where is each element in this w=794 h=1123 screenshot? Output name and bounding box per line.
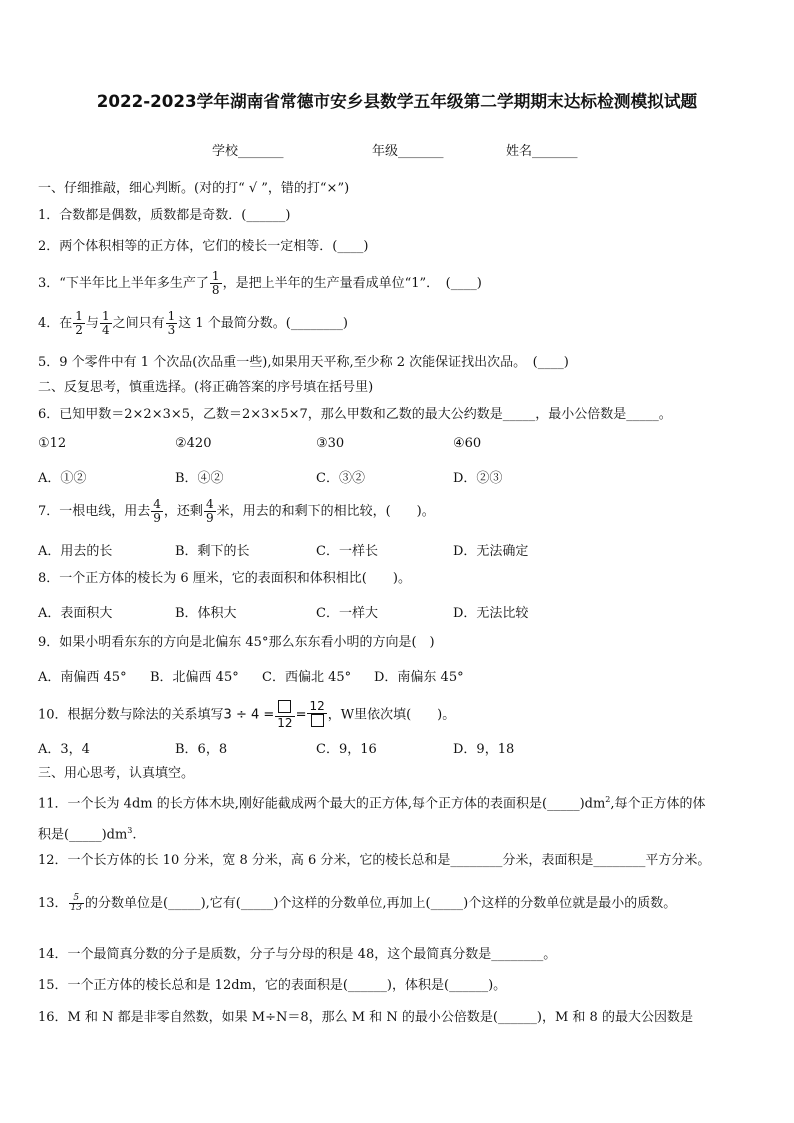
question-1: 1．合数都是偶数，质数都是奇数．(______) — [38, 208, 291, 223]
q11-text-2b: . — [132, 827, 137, 843]
q4-f1-numerator: 1 — [75, 309, 83, 323]
name-blank: _______ — [532, 144, 578, 159]
question-12: 12．一个长方体的长 10 分米，宽 8 分米，高 6 分米，它的棱长总和是________分米，表面积是________平方分米。 — [38, 853, 711, 868]
q6-item-3: ③30 — [316, 436, 345, 451]
q9-option-a: A．南偏西 45° — [38, 670, 127, 685]
q6-option-c: C．③② — [316, 471, 365, 486]
q13-pre: 13． — [38, 896, 68, 911]
q8-option-b: B．体积大 — [175, 606, 237, 621]
q11-text-1b: ,每个正方体的体 — [610, 796, 706, 812]
q9-option-b: B．北偏西 45° — [150, 670, 239, 685]
q4-f2-denominator: 4 — [101, 323, 110, 337]
question-7 — [38, 498, 435, 525]
school-blank: _______ — [238, 144, 284, 159]
q4-post: 这 1 个最简分数。(________) — [178, 316, 348, 331]
q7-f1-denominator: 9 — [153, 511, 161, 525]
question-16: 16．M 和 N 都是非零自然数，如果 M÷N＝8，那么 M 和 N 的最小公倍数是(______)，M 和 8 的最大公因数是 — [38, 1010, 693, 1025]
q7-option-a: A．用去的长 — [38, 544, 113, 559]
q3-pre: 3．“下半年比上半年多生产了 — [38, 276, 209, 291]
q10-option-a: A．3，4 — [38, 742, 90, 757]
q4-f2-numerator: 1 — [101, 309, 110, 323]
q6-option-a: A．①② — [38, 471, 87, 486]
q4-fraction-2 — [100, 310, 112, 337]
q13-fraction — [69, 894, 84, 913]
q7-option-d: D．无法确定 — [453, 544, 529, 559]
q4-f1-denominator: 2 — [75, 323, 83, 337]
q7-option-b: B．剩下的长 — [175, 544, 250, 559]
question-9: 9．如果小明看东东的方向是北偏东 45°那么东东看小明的方向是( ) — [38, 635, 435, 650]
school-label: 学校 — [212, 144, 239, 159]
q10-option-b: B．6，8 — [175, 742, 228, 757]
q7-fraction-1 — [151, 498, 163, 525]
q4-f3-numerator: 1 — [167, 309, 176, 323]
school-field — [212, 140, 284, 159]
q10-fraction-1 — [275, 700, 294, 730]
q6-option-b: B．④② — [175, 471, 224, 486]
question-11-line-1 — [38, 791, 706, 813]
question-11-line-2 — [38, 822, 137, 844]
q3-numerator: 1 — [211, 269, 220, 283]
q11-superscript-1: 2 — [605, 795, 611, 804]
q3-fraction — [210, 270, 222, 297]
q4-pre: 4．在 — [38, 316, 73, 331]
q11-superscript-2: 3 — [127, 826, 133, 835]
q10-f1-numerator-box — [275, 700, 294, 717]
q13-denominator: 13 — [70, 903, 82, 913]
section-3-heading: 三、用心思考，认真填空。 — [38, 766, 195, 781]
q13-post: 的分数单位是(_____),它有(_____)个这样的分数单位,再加上(_____)个这样的分数单位就是最小的质数。 — [85, 896, 677, 911]
q10-f1-denominator: 12 — [277, 716, 293, 730]
q8-option-a: A．表面积大 — [38, 606, 113, 621]
blank-box-icon — [311, 714, 324, 727]
question-14: 14．一个最简真分数的分子是质数，分子与分母的积是 48，这个最简真分数是________。 — [38, 947, 557, 962]
q10-expression: 3 ÷ 4 = — [223, 707, 275, 723]
q7-mid: ，还剩 — [163, 504, 203, 519]
grade-label: 年级 — [372, 144, 399, 159]
q6-item-2: ②420 — [175, 436, 212, 451]
grade-field — [372, 140, 444, 159]
q10-option-c: C．9，16 — [316, 742, 377, 757]
question-10 — [38, 700, 455, 730]
q8-option-c: C．一样大 — [316, 606, 378, 621]
q10-f2-numerator: 12 — [309, 699, 325, 713]
question-5: 5．9 个零件中有 1 个次品(次品重一些),如果用天平称,至少称 2 次能保证找出次品。 (____) — [38, 355, 569, 370]
q8-option-d: D．无法比较 — [453, 606, 529, 621]
blank-box-icon — [278, 700, 291, 713]
question-3 — [38, 270, 482, 297]
q7-f2-numerator: 4 — [205, 497, 214, 511]
q6-option-d: D．②③ — [453, 471, 503, 486]
q4-mid1: 与 — [85, 316, 99, 331]
q3-denominator: 8 — [211, 283, 220, 297]
q10-fraction-2 — [307, 700, 326, 730]
q4-mid2: 之间只有 — [112, 316, 165, 331]
page-title: 2022-2023学年湖南省常德市安乡县数学五年级第二学期期末达标检测模拟试题 — [96, 91, 698, 111]
section-2-heading: 二、反复思考，慎重选择。(将正确答案的序号填在括号里) — [38, 380, 374, 395]
q10-pre: 10．根据分数与除法的关系填写 — [38, 707, 224, 723]
q4-f3-denominator: 3 — [167, 323, 176, 337]
q11-text-1: 11．一个长为 4dm 的长方体木块,刚好能截成两个最大的正方体,每个正方体的表面积是(_____)dm — [38, 796, 606, 812]
q7-option-c: C．一样长 — [316, 544, 378, 559]
name-label: 姓名 — [506, 144, 533, 159]
q11-text-2: 积是(_____)dm — [38, 827, 128, 843]
q7-f2-denominator: 9 — [205, 511, 214, 525]
q3-post: ，是把上半年的生产量看成单位“1”． (____) — [222, 276, 482, 291]
section-1-heading: 一、仔细推敲，细心判断。(对的打“ √ ”，错的打“×”) — [38, 181, 350, 196]
grade-blank: _______ — [398, 144, 444, 159]
q13-numerator: 5 — [69, 894, 84, 904]
q10-post: ，W里依次填( )。 — [327, 707, 456, 723]
name-field — [506, 140, 578, 159]
q7-post: 米，用去的和剩下的相比较，( )。 — [216, 504, 435, 519]
question-13 — [38, 894, 676, 913]
q6-item-4: ④60 — [453, 436, 482, 451]
q7-fraction-2 — [204, 498, 216, 525]
q10-equals: = — [295, 707, 307, 723]
q7-f1-numerator: 4 — [153, 497, 161, 511]
q10-option-d: D．9，18 — [453, 742, 515, 757]
q7-pre: 7．一根电线，用去 — [38, 504, 151, 519]
q9-option-d: D．南偏东 45° — [374, 670, 464, 685]
q10-f2-denominator-box — [307, 714, 326, 730]
question-4 — [38, 310, 348, 337]
question-6: 6．已知甲数＝2×2×3×5，乙数＝2×3×5×7，那么甲数和乙数的最大公约数是_____，最小公倍数是_____。 — [38, 407, 672, 422]
question-8: 8．一个正方体的棱长为 6 厘米，它的表面积和体积相比( )。 — [38, 571, 411, 586]
q6-item-1: ①12 — [38, 436, 67, 451]
q4-fraction-1 — [73, 310, 85, 337]
q4-fraction-3 — [166, 310, 178, 337]
q9-option-c: C．西偏北 45° — [262, 670, 352, 685]
question-2: 2．两个体积相等的正方体，它们的棱长一定相等．(____) — [38, 239, 369, 254]
question-15: 15．一个正方体的棱长总和是 12dm，它的表面积是(______)，体积是(______)。 — [38, 978, 507, 993]
